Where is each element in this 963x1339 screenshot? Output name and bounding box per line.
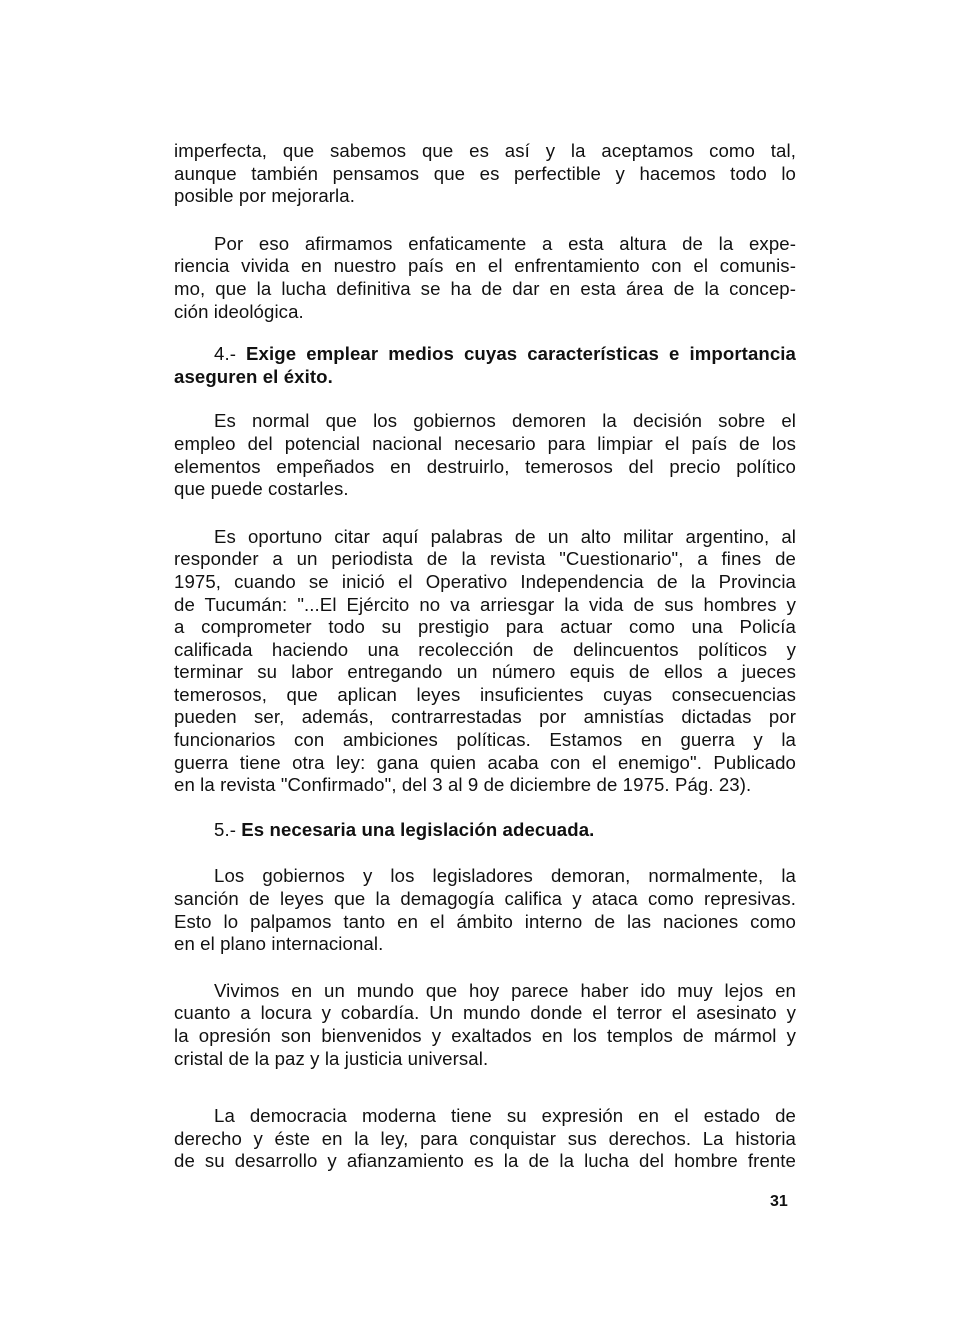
text-line: de su desarrollo y afianzamiento es la de la lucha del hombre frente xyxy=(174,1150,796,1172)
text-line: imperfecta, que sabemos que es así y la aceptamos como tal, xyxy=(174,140,796,161)
body-text xyxy=(174,140,796,1173)
text-line: La democracia moderna tiene su expresión en el estado de xyxy=(214,1105,796,1127)
text-line: Es normal que los gobiernos demoren la decisión sobre el xyxy=(214,410,796,432)
text-line: calificada haciendo una recolección de delincuentos políticos y xyxy=(174,638,796,660)
text-line: funcionarios con ambiciones políticas. Estamos en guerra y la xyxy=(174,729,796,751)
text-line: guerra tiene otra ley: gana quien acaba con el enemigo". Publicado xyxy=(174,751,796,773)
heading-number: 5.- xyxy=(214,818,236,840)
heading-line xyxy=(174,819,796,842)
paragraph-quotation xyxy=(174,526,796,797)
text-line: en el plano internacional. xyxy=(174,933,384,955)
text-line: Por eso afirmamos enfaticamente a esta altura de la expe- xyxy=(214,232,796,254)
text-line: terminar su labor entregando un número equis de ellos a jueces xyxy=(174,661,796,683)
heading-line xyxy=(174,343,796,366)
paragraph xyxy=(174,233,796,323)
text-line: aunque también pensamos que es perfectible y hacemos todo lo xyxy=(174,162,796,184)
text-line: posible por mejorarla. xyxy=(174,185,355,207)
paragraph xyxy=(174,1105,796,1173)
text-line: Vivimos en un mundo que hoy parece haber ido muy lejos en xyxy=(214,979,796,1001)
section-heading-4 xyxy=(174,343,796,388)
paragraph xyxy=(174,410,796,500)
text-line: Los gobiernos y los legisladores demoran, normalmente, la xyxy=(214,865,796,887)
paragraph xyxy=(174,980,796,1070)
paragraph xyxy=(174,865,796,955)
heading-number: 4.- xyxy=(214,343,236,365)
text-line: ción ideológica. xyxy=(174,300,304,322)
text-line: en la revista "Confirmado", del 3 al 9 de diciembre de 1975. Pág. 23). xyxy=(174,774,752,796)
text-line: mo, que la lucha definitiva se ha de dar en esta área de la concep- xyxy=(174,277,796,299)
text-line: responder a un periodista de la revista "Cuestionario", a fines de xyxy=(174,548,796,570)
text-line: derecho y éste en la ley, para conquistar sus derechos. La historia xyxy=(174,1127,796,1149)
text-line: Esto lo palpamos tanto en el ámbito interno de las naciones como xyxy=(174,910,796,932)
heading-line: aseguren el éxito. xyxy=(174,365,333,387)
text-line: elementos empeñados en destruirlo, temerosos del precio político xyxy=(174,455,796,477)
section-heading-5 xyxy=(174,819,796,842)
text-line: pueden ser, además, contrarrestadas por amnistías dictadas por xyxy=(174,706,796,728)
text-line: la opresión son bienvenidos y exaltados en los templos de mármol y xyxy=(174,1025,796,1046)
text-line: sanción de leyes que la demagogía califica y ataca como represivas. xyxy=(174,888,796,910)
text-line: de Tucumán: "...El Ejército no va arriesgar la vida de sus hombres y xyxy=(174,593,796,615)
text-line: cuanto a locura y cobardía. Un mundo donde el terror el asesinato y xyxy=(174,1002,796,1024)
text-line: a comprometer todo su prestigio para actuar como una Policía xyxy=(174,616,796,638)
text-line: 1975, cuando se inició el Operativo Independencia de la Provincia xyxy=(174,570,796,592)
text-line: empleo del potencial nacional necesario para limpiar el país de los xyxy=(174,432,796,454)
heading-text: Exige emplear medios cuyas características e importancia xyxy=(246,343,796,365)
heading-text: Es necesaria una legislación adecuada. xyxy=(241,818,595,840)
text-line: riencia vivida en nuestro país en el enfrentamiento con el comunis- xyxy=(174,255,796,277)
text-line: cristal de la paz y la justicia universal. xyxy=(174,1047,489,1069)
text-line: que puede costarles. xyxy=(174,478,349,500)
page-number: 31 xyxy=(770,1193,788,1210)
text-line: Es oportuno citar aquí palabras de un alto militar argentino, al xyxy=(214,525,796,547)
text-line: temerosos, que aplican leyes insuficientes cuyas consecuencias xyxy=(174,683,796,705)
paragraph-continuation xyxy=(174,140,796,208)
